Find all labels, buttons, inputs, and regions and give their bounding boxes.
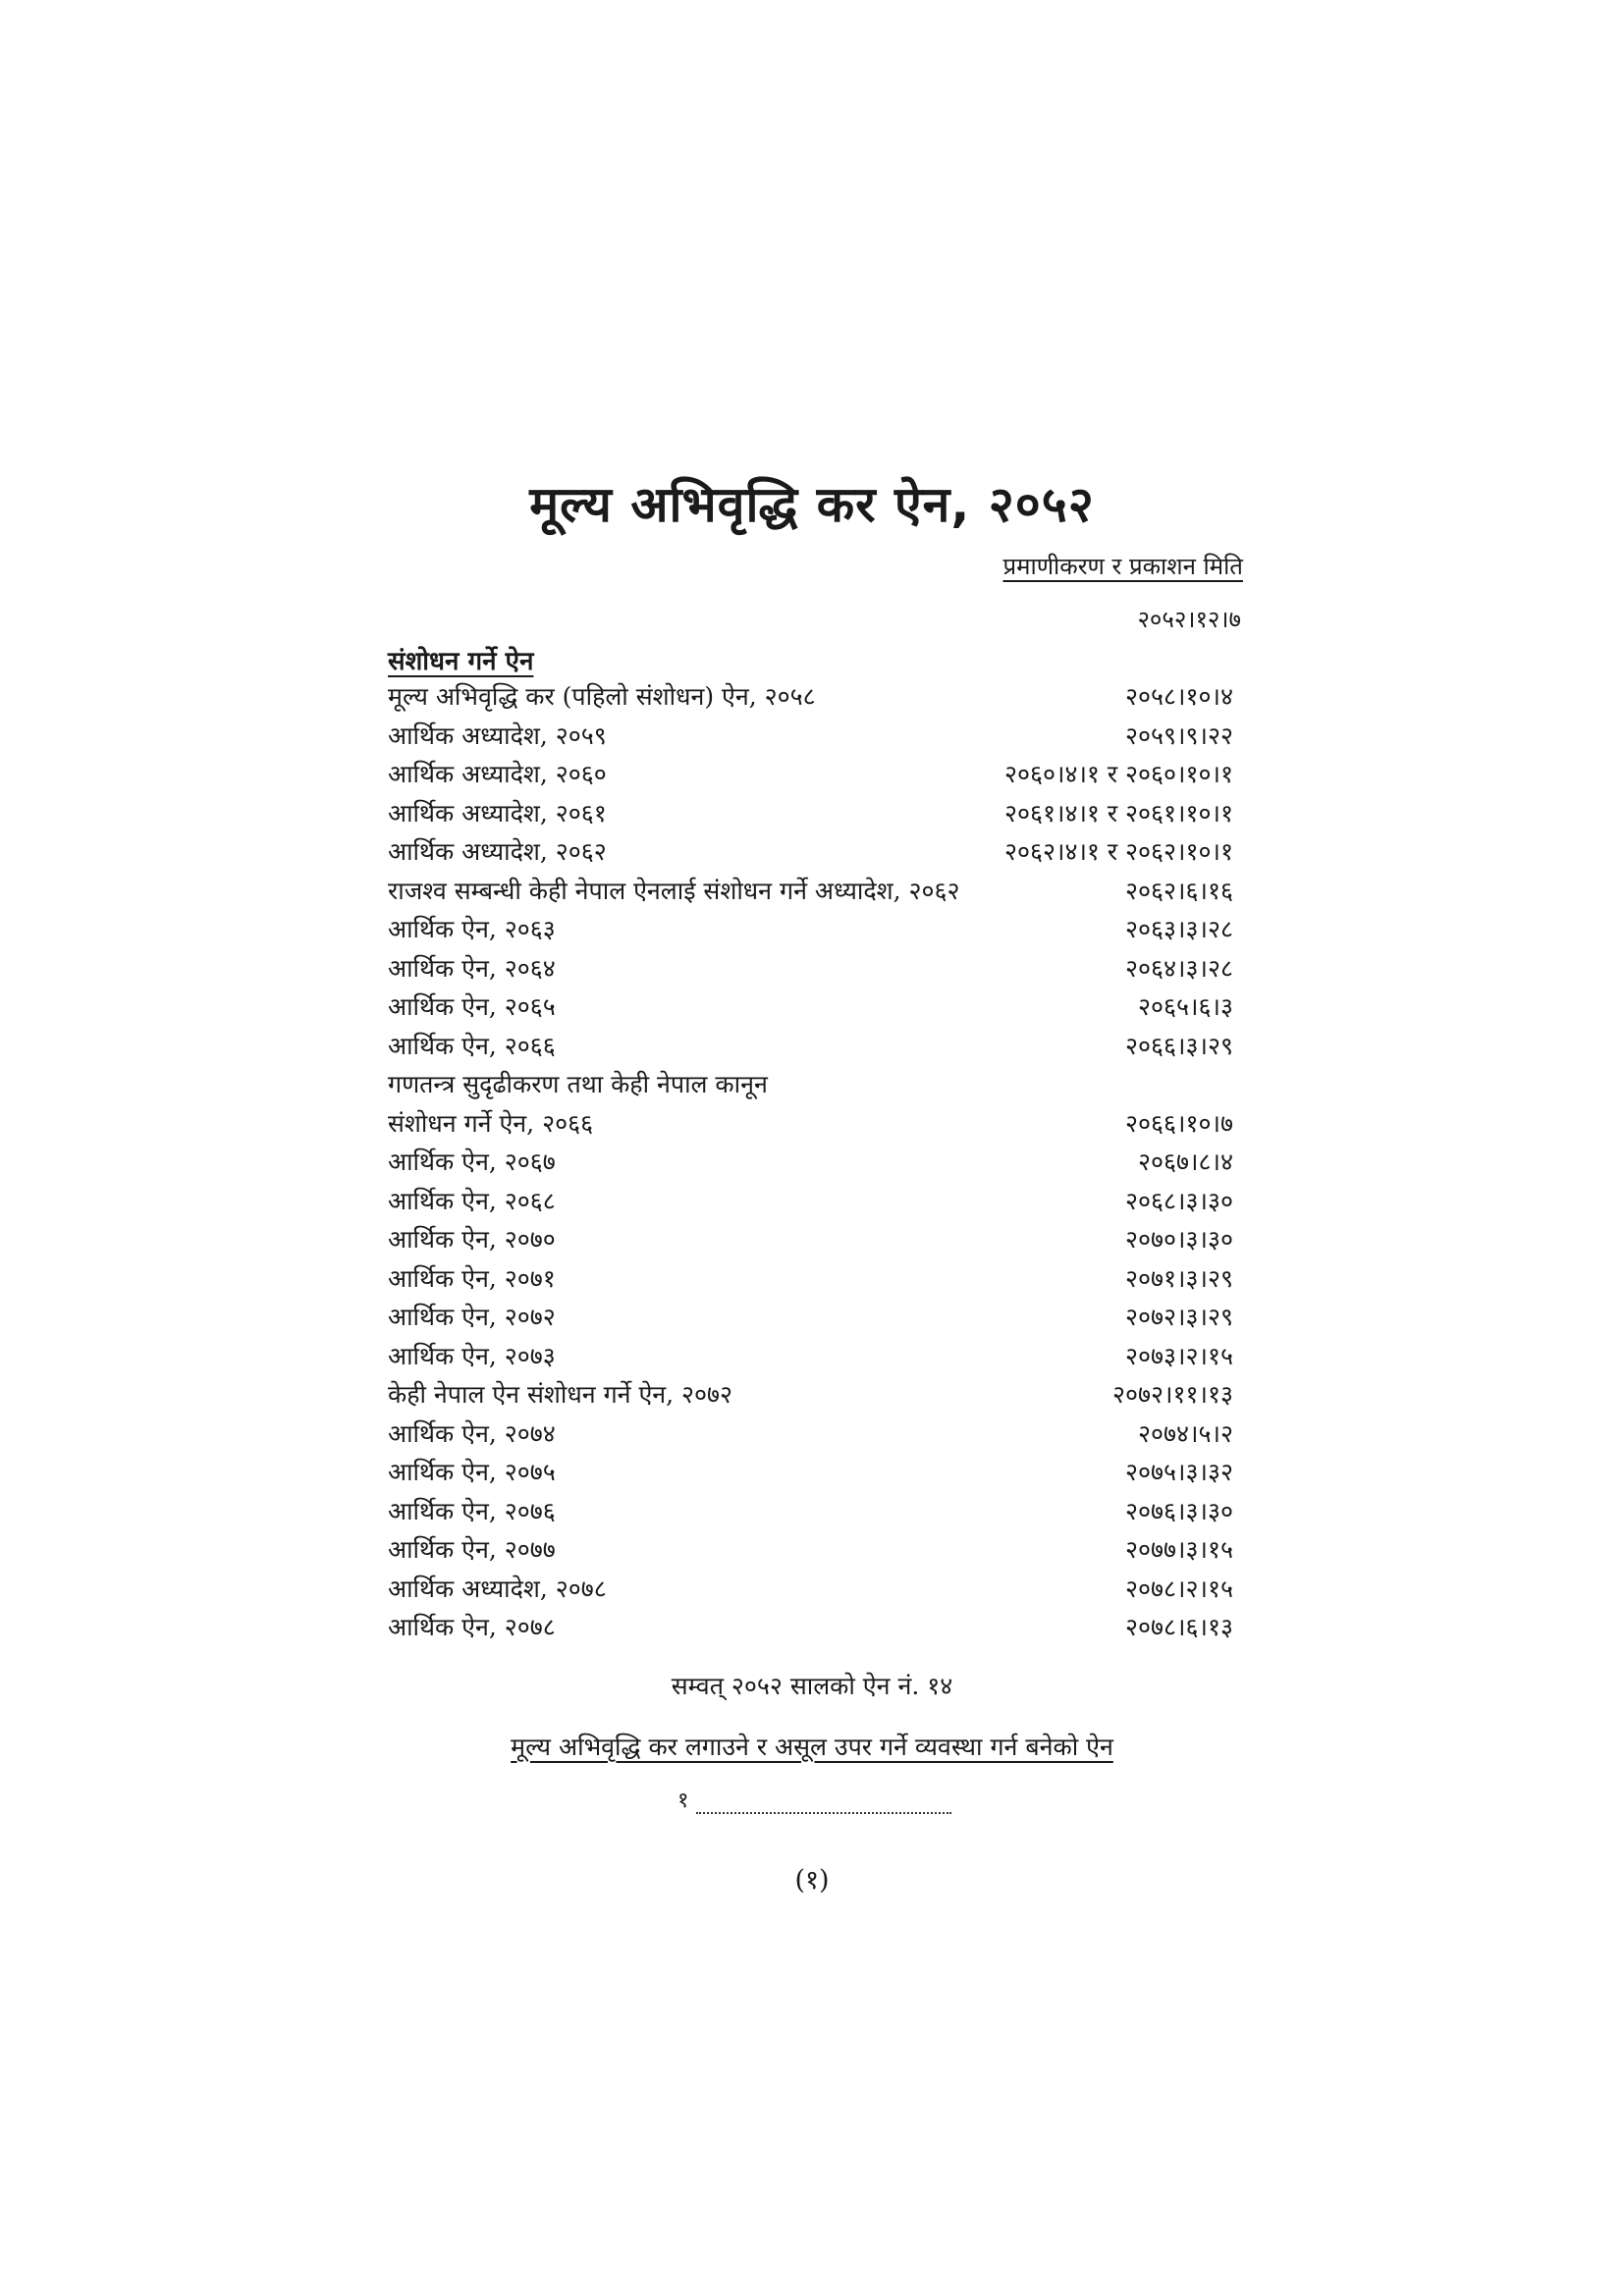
amendment-row bbox=[388, 834, 1241, 874]
amendment-name: आर्थिक ऐन, २०७७ bbox=[388, 1535, 556, 1564]
amendment-row bbox=[388, 1532, 1241, 1572]
amendments-heading: संशोधन गर्ने ऐन bbox=[388, 647, 534, 676]
amendment-date: २०७७।३।१५ bbox=[1125, 1535, 1233, 1564]
amendment-date: २०७२।११।१३ bbox=[1112, 1380, 1233, 1409]
amendment-date: २०५८।१०।४ bbox=[1125, 682, 1233, 711]
amendment-row bbox=[388, 796, 1241, 835]
amendment-row bbox=[388, 1067, 1241, 1106]
amendment-date: २०७४।५।२ bbox=[1138, 1418, 1233, 1448]
amendment-date: २०७१।३।२९ bbox=[1125, 1263, 1233, 1293]
amendment-date: २०७८।६।१३ bbox=[1125, 1613, 1233, 1641]
amendment-date: २०७०।३।३० bbox=[1125, 1225, 1233, 1254]
authentication-date: २०५२।१२।७ bbox=[1137, 606, 1241, 633]
amendment-name: आर्थिक ऐन, २०६६ bbox=[388, 1031, 556, 1060]
act-number: सम्वत् २०५२ सालको ऐन नं. १४ bbox=[671, 1672, 953, 1700]
amendment-row bbox=[388, 951, 1241, 990]
amendment-name: आर्थिक ऐन, २०७२ bbox=[388, 1303, 556, 1331]
amendment-row bbox=[388, 757, 1241, 796]
amendment-row bbox=[388, 1377, 1241, 1416]
amendment-name: संशोधन गर्ने ऐन, २०६६ bbox=[388, 1108, 594, 1138]
amendment-date: २०५९।९।२२ bbox=[1125, 721, 1233, 750]
amendment-name: आर्थिक अध्यादेश, २०७८ bbox=[388, 1574, 607, 1603]
amendment-row bbox=[388, 1455, 1241, 1494]
amendment-name: आर्थिक अध्यादेश, २०६२ bbox=[388, 837, 607, 866]
amendment-row bbox=[388, 1339, 1241, 1378]
amendment-date: २०६६।३।२९ bbox=[1125, 1031, 1233, 1060]
amendment-date: २०६७।८।४ bbox=[1138, 1148, 1233, 1176]
amendment-name: आर्थिक ऐन, २०७३ bbox=[388, 1341, 556, 1370]
amendment-name: राजश्व सम्बन्धी केही नेपाल ऐनलाई संशोधन गर्ने अध्यादेश, २०६२ bbox=[388, 876, 960, 905]
amendment-row bbox=[388, 1222, 1241, 1261]
amendment-date: २०७३।२।१५ bbox=[1125, 1341, 1233, 1370]
page-number: (१) bbox=[794, 1865, 830, 1896]
amendment-row bbox=[388, 989, 1241, 1029]
amendment-name: आर्थिक ऐन, २०६३ bbox=[388, 915, 556, 943]
amendment-row bbox=[388, 719, 1241, 758]
footnote-dotted-line bbox=[696, 1790, 951, 1814]
amendment-date: २०६४।३।२८ bbox=[1125, 953, 1233, 983]
footnote-marker bbox=[677, 1785, 951, 1814]
document-title: मूल्य अभिवृद्धि कर ऐन, २०५२ bbox=[529, 476, 1095, 533]
amendment-name: आर्थिक ऐन, २०७५ bbox=[388, 1458, 556, 1486]
preamble-title: मूल्य अभिवृद्धि कर लगाउने र असूल उपर गर्ने व्यवस्था गर्न बनेको ऐन bbox=[511, 1733, 1113, 1761]
amendment-row bbox=[388, 1106, 1241, 1146]
authentication-label: प्रमाणीकरण र प्रकाशन मिति bbox=[1002, 553, 1243, 580]
amendment-date: २०६१।४।१ र २०६१।१०।१ bbox=[1003, 798, 1233, 828]
preamble-title-container bbox=[0, 1730, 1624, 1763]
amendment-date: २०६६।१०।७ bbox=[1125, 1108, 1233, 1138]
amendment-row bbox=[388, 1029, 1241, 1068]
amendment-name: केही नेपाल ऐन संशोधन गर्ने ऐन, २०७२ bbox=[388, 1380, 733, 1409]
amendment-name: आर्थिक अध्यादेश, २०६१ bbox=[388, 798, 607, 828]
amendment-row bbox=[388, 1300, 1241, 1339]
amendment-name: आर्थिक ऐन, २०७० bbox=[388, 1225, 556, 1254]
amendment-row bbox=[388, 874, 1241, 913]
amendment-row bbox=[388, 1261, 1241, 1301]
amendment-row bbox=[388, 679, 1241, 719]
footnote-number: १ bbox=[677, 1789, 689, 1813]
amendment-name: आर्थिक ऐन, २०६७ bbox=[388, 1148, 556, 1176]
amendment-name: आर्थिक ऐन, २०७८ bbox=[388, 1613, 556, 1641]
amendment-row bbox=[388, 1610, 1241, 1649]
amendment-date: २०६३।३।२८ bbox=[1125, 915, 1233, 943]
amendment-date: २०७२।३।२९ bbox=[1125, 1303, 1233, 1331]
amendment-date: २०७६।३।३० bbox=[1125, 1496, 1233, 1525]
amendment-name: आर्थिक ऐन, २०७१ bbox=[388, 1263, 556, 1293]
amendments-list bbox=[388, 679, 1241, 1649]
amendment-name: गणतन्त्र सुदृढीकरण तथा केही नेपाल कानून bbox=[388, 1070, 768, 1098]
amendment-date: २०६८।३।३० bbox=[1125, 1186, 1233, 1215]
amendment-name: आर्थिक ऐन, २०७६ bbox=[388, 1496, 556, 1525]
amendment-row bbox=[388, 1416, 1241, 1456]
amendment-name: मूल्य अभिवृद्धि कर (पहिलो संशोधन) ऐन, २०५८ bbox=[388, 682, 816, 711]
amendment-name: आर्थिक ऐन, २०६४ bbox=[388, 953, 556, 983]
amendment-row bbox=[388, 1494, 1241, 1533]
amendment-name: आर्थिक अध्यादेश, २०५९ bbox=[388, 721, 607, 750]
amendment-row bbox=[388, 912, 1241, 951]
amendment-date: २०६२।६।१६ bbox=[1125, 876, 1233, 905]
amendment-date: २०६२।४।१ र २०६२।१०।१ bbox=[1003, 837, 1233, 866]
amendment-name: आर्थिक ऐन, २०७४ bbox=[388, 1418, 556, 1448]
amendment-date: २०७५।३।३२ bbox=[1125, 1458, 1233, 1486]
amendment-date: २०६०।४।१ र २०६०।१०।१ bbox=[1003, 760, 1233, 788]
amendment-row bbox=[388, 1184, 1241, 1223]
amendment-row bbox=[388, 1572, 1241, 1611]
amendment-row bbox=[388, 1145, 1241, 1184]
amendment-date: २०७८।२।१५ bbox=[1125, 1574, 1233, 1603]
amendment-date: २०६५।६।३ bbox=[1138, 992, 1233, 1021]
amendment-name: आर्थिक ऐन, २०६५ bbox=[388, 992, 556, 1021]
amendment-name: आर्थिक अध्यादेश, २०६० bbox=[388, 760, 607, 788]
amendment-name: आर्थिक ऐन, २०६८ bbox=[388, 1186, 556, 1215]
